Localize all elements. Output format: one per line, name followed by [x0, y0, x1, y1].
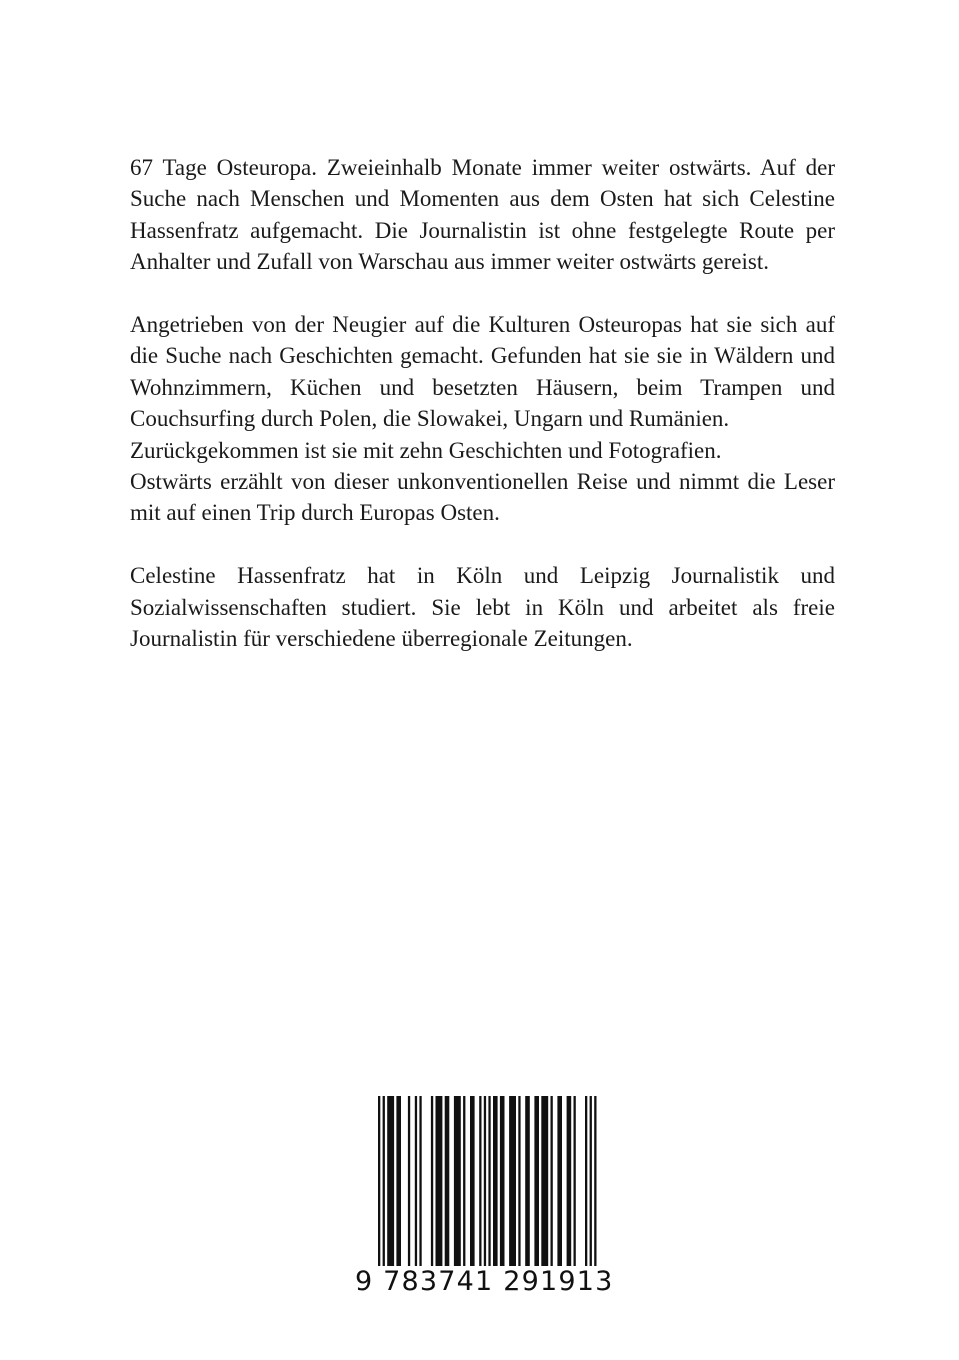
barcode-bar	[445, 1096, 450, 1266]
author-bio-paragraph: Celestine Hassenfratz hat in Köln und Leipzig Journalistik und Sozialwissenschaften studiert. Sie lebt in Köln und arbeitet als freie Journalistin für verschiedene überregionale Zeitungen.	[130, 563, 835, 652]
barcode-bar	[541, 1096, 548, 1266]
barcode-bar	[574, 1096, 576, 1266]
barcode-guard-bar	[484, 1096, 486, 1284]
isbn-number-label: 9 783741 291913	[352, 1266, 616, 1297]
barcode-bar	[567, 1096, 572, 1266]
barcode-bar	[396, 1096, 401, 1266]
intro-paragraph: 67 Tage Osteuropa. Zweieinhalb Monate immer weiter ostwärts. Auf der Suche nach Menschen und Momenten aus dem Osten hat sich Celestine Hassenfratz aufgemacht. Die Journalistin ist ohne festgelegte Route per Anhalter und Zufall von Warschau aus immer weiter ostwärts gereist.	[130, 155, 835, 275]
isbn-number	[352, 1262, 614, 1302]
barcode-bar	[551, 1096, 553, 1266]
barcode-bar	[436, 1096, 443, 1266]
barcode-bar	[408, 1096, 410, 1266]
barcode-bar	[463, 1096, 465, 1266]
barcode-bar	[500, 1096, 505, 1266]
barcode-bar	[419, 1096, 421, 1266]
barcode-guard-bar	[488, 1096, 490, 1284]
barcode-bar	[525, 1096, 530, 1266]
barcode-bar	[479, 1096, 481, 1266]
barcode-bar	[557, 1096, 562, 1266]
barcode-bar	[415, 1096, 417, 1266]
journey-paragraph: Angetrieben von der Neugier auf die Kulturen Osteuropas hat sie sich auf die Suche nach Geschichten gemacht. Gefunden hat sie sie in Wäldern und Wohnzimmern, Küchen und besetzten Häusern, beim Trampen und Couchsurfing durch Polen, die Slowakei, Ungarn und Rumänien.	[130, 312, 835, 432]
barcode-bar	[585, 1096, 587, 1266]
barcode-guard-bar	[594, 1096, 596, 1284]
barcode-bar	[509, 1096, 516, 1266]
barcode-bar	[454, 1096, 461, 1266]
barcode-bar	[493, 1096, 498, 1266]
barcode-bar	[431, 1096, 433, 1266]
result-paragraph: Zurückgekommen ist sie mit zehn Geschichten und Fotografien.	[130, 437, 722, 463]
barcode-bar	[470, 1096, 475, 1266]
blurb-text	[130, 152, 835, 654]
barcode-bar	[387, 1096, 394, 1266]
barcode-bar	[518, 1096, 520, 1266]
barcode-guard-bar	[590, 1096, 592, 1284]
barcode-bar	[534, 1096, 539, 1266]
book-summary-paragraph: Ostwärts erzählt von dieser unkonventionellen Reise und nimmt die Leser mit auf einen Trip durch Europas Osten.	[130, 469, 835, 526]
barcode-guard-bar	[378, 1096, 380, 1284]
barcode-guard-bar	[383, 1096, 385, 1284]
